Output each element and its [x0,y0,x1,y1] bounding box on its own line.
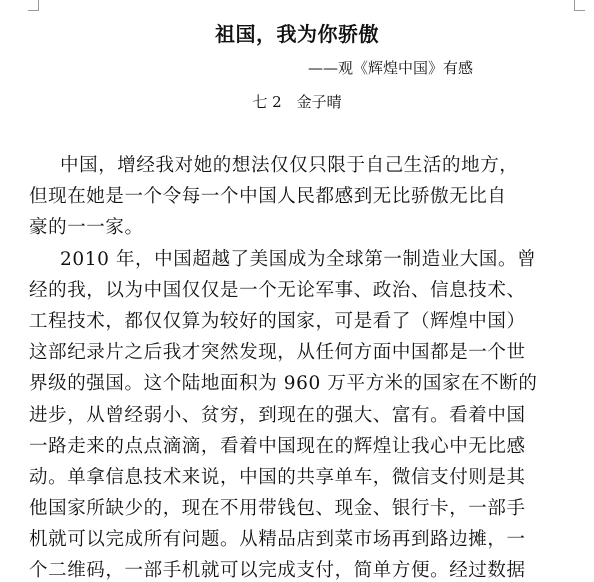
text-line: 界级的强国。这个陆地面积为 960 万平方米的国家在不断的 [29,373,538,395]
text-line: 个二维码，一部手机就可以完成支付，简单方便。经过数据 [29,560,526,582]
text-line: 进步，从曾经弱小、贫穷，到现在的强大、富有。看着中国 [29,404,526,426]
text-line: 豪的一一家。 [29,217,144,239]
margin-corner-mark-right [574,0,585,11]
document-author: 七 2 金子晴 [252,93,342,111]
text-line: 工程技术，都仅仅算为较好的国家，可是看了（辉煌中国） [29,310,526,332]
text-line: 他国家所缺少的，现在不用带钱包、现金、银行卡，一部手 [29,498,526,520]
text-line: 这部纪录片之后我才突然发现，从任何方面中国都是一个世 [29,342,526,364]
text-line: 经的我，以为中国仅仅是一个无论军事、政治、信息技术、 [29,279,526,301]
document-title: 祖国，我为你骄傲 [215,22,379,46]
text-line: 中国，增经我对她的想法仅仅只限于自己生活的地方， [60,155,519,176]
document-subtitle: ——观《辉煌中国》有感 [308,59,474,77]
text-line: 2010 年，中国超越了美国成为全球第一制造业大国。曾 [60,248,537,270]
text-line: 机就可以完成所有问题。从精品店到菜市场再到路边摊，一 [29,529,526,551]
text-line: 一路走来的点点滴滴，看着中国现在的辉煌让我心中无比感 [29,435,526,457]
text-line: 但现在她是一个令每一个中国人民都感到无比骄傲无比自 [29,186,507,208]
margin-corner-mark-left [28,0,39,11]
text-line: 动。单拿信息技术来说，中国的共享单车，微信支付则是其 [29,466,526,488]
document-body [29,150,581,582]
